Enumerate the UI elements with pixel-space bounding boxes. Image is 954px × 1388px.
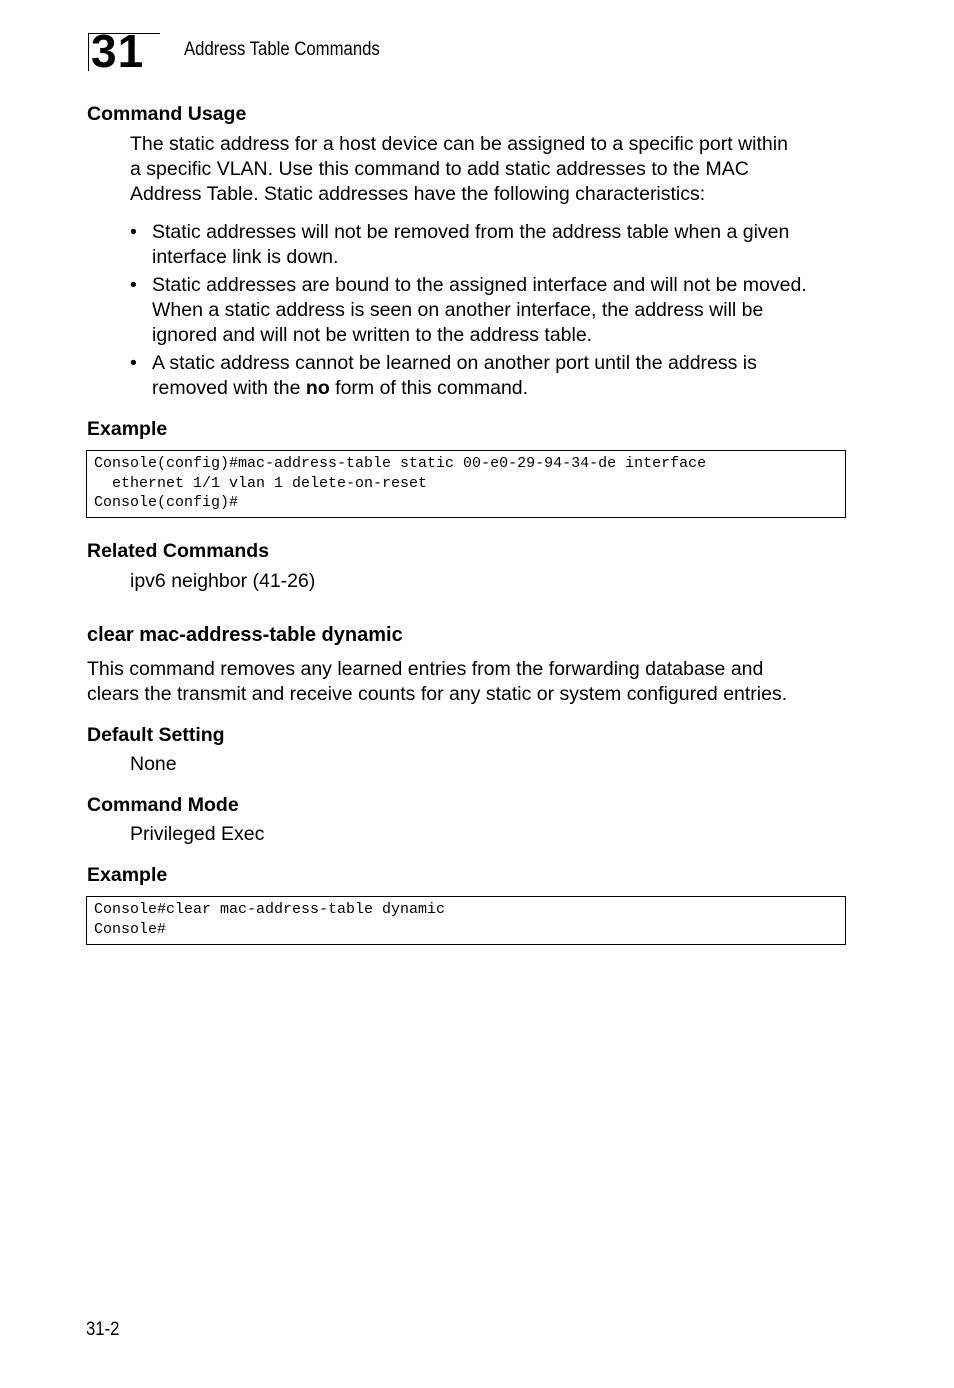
- command-description: [87, 657, 787, 707]
- keyword-no: no: [305, 377, 330, 399]
- code-example: Console(config)#mac-address-table static 00-e0-29-94-34-de interface ethernet 1/1 vlan 1 delete-on-reset Console(config)#: [86, 450, 846, 518]
- chapter-title: Address Table Commands: [184, 39, 380, 60]
- description-line: This command removes any learned entries from the forwarding database and: [87, 658, 764, 680]
- bullet-line: Static addresses are bound to the assigned interface and will not be moved.: [152, 274, 807, 296]
- bullet-item: [152, 351, 757, 401]
- usage-intro: [130, 132, 788, 207]
- bullet-icon: •: [130, 221, 137, 243]
- page-number: 31-2: [86, 1319, 120, 1340]
- related-commands-heading: Related Commands: [87, 540, 270, 562]
- description-line: clears the transmit and receive counts for any static or system configured entries.: [87, 683, 788, 705]
- chapter-number: 31: [91, 25, 145, 77]
- bullet-line: When a static address is seen on another interface, the address will be: [152, 299, 764, 321]
- command-mode-heading: Command Mode: [87, 794, 239, 816]
- bullet-item: [152, 273, 807, 348]
- example-heading: Example: [87, 864, 168, 886]
- command-mode-value: Privileged Exec: [130, 823, 265, 845]
- bullet-icon: •: [130, 352, 137, 374]
- command-usage-heading: Command Usage: [87, 103, 247, 125]
- usage-intro-line: The static address for a host device can be assigned to a specific port within: [130, 133, 788, 155]
- bullet-text: form of this command.: [329, 377, 529, 399]
- bullet-line: ignored and will not be written to the address table.: [152, 324, 593, 346]
- default-setting-heading: Default Setting: [87, 724, 225, 746]
- bullet-line: interface link is down.: [152, 246, 339, 268]
- code-example: Console#clear mac-address-table dynamic Console#: [86, 896, 846, 945]
- related-command-link[interactable]: ipv6 neighbor (41-26): [130, 570, 316, 592]
- command-title: clear mac-address-table dynamic: [87, 624, 403, 646]
- bullet-icon: •: [130, 274, 137, 296]
- bullet-item: [152, 220, 789, 270]
- bullet-text: removed with the: [152, 377, 306, 399]
- bullet-line: A static address cannot be learned on another port until the address is: [152, 352, 757, 374]
- usage-intro-line: a specific VLAN. Use this command to add static addresses to the MAC: [130, 158, 749, 180]
- default-setting-value: None: [130, 753, 177, 775]
- bullet-line: Static addresses will not be removed from the address table when a given: [152, 221, 790, 243]
- example-heading: Example: [87, 418, 168, 440]
- usage-intro-line: Address Table. Static addresses have the following characteristics:: [130, 183, 706, 205]
- bullet-line: [152, 376, 757, 401]
